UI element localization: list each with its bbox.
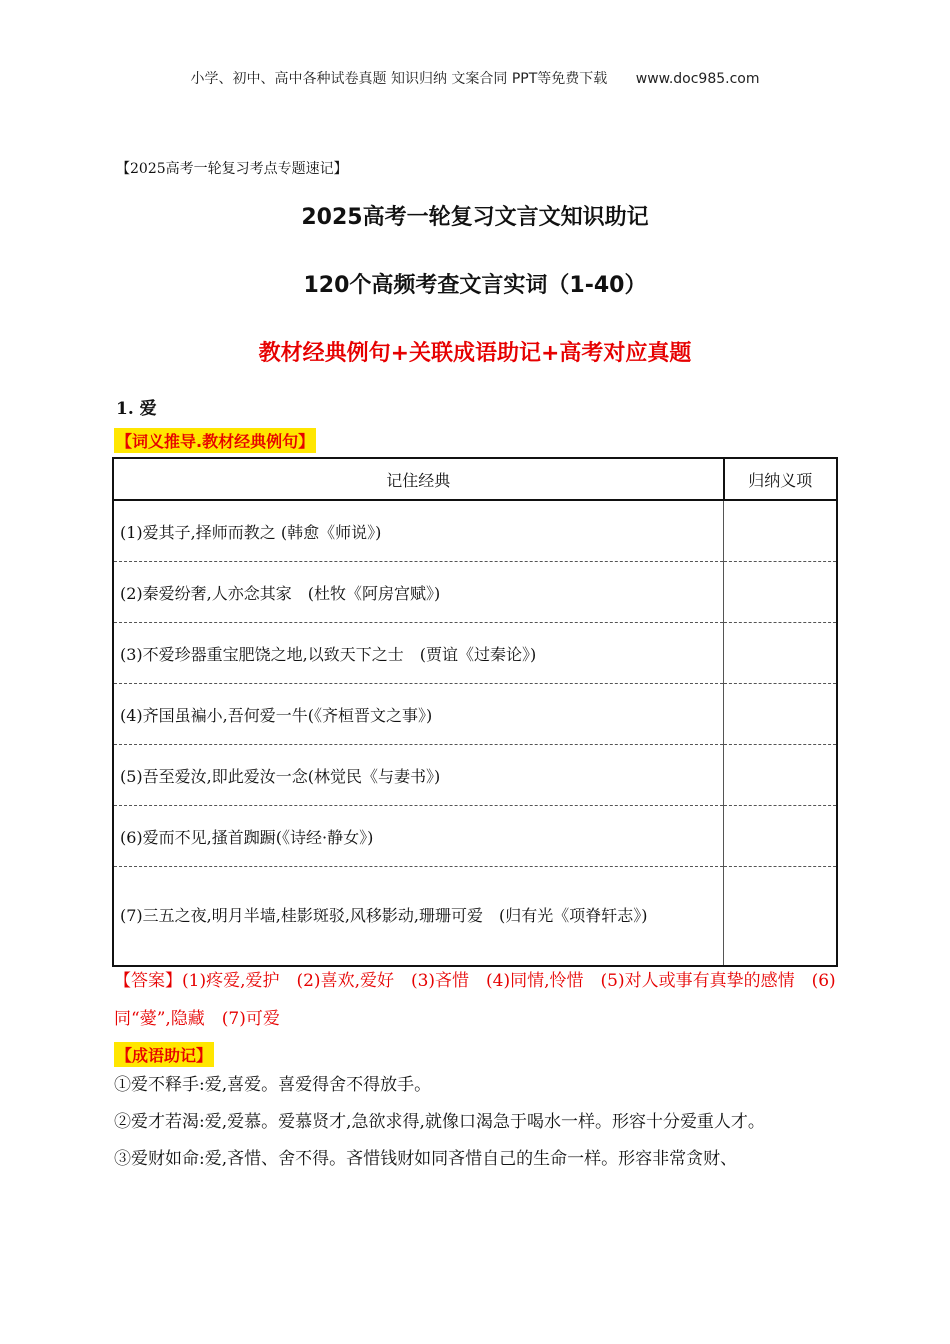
section-heading: 1. 爱 [116, 399, 157, 419]
meaning-cell[interactable] [724, 684, 838, 745]
example-cell: (4)齐国虽褊小,吾何爱一牛(《齐桓晋文之事》) [113, 684, 724, 745]
meaning-cell[interactable] [724, 562, 838, 623]
example-cell: (2)秦爱纷奢,人亦念其家 (杜牧《阿房宫赋》) [113, 562, 724, 623]
table-row [113, 500, 837, 562]
meaning-cell[interactable] [724, 867, 838, 967]
table-row [113, 562, 837, 623]
meaning-cell[interactable] [724, 623, 838, 684]
meaning-cell[interactable] [724, 500, 838, 562]
list-item: ①爱不释手:爱,喜爱。喜爱得舍不得放手。 [114, 1075, 432, 1095]
header-text: 小学、初中、高中各种试卷真题 知识归纳 文案合同 PPT等免费下载 [190, 71, 608, 87]
table-row [113, 684, 837, 745]
header-site-link[interactable]: www.doc985.com [635, 71, 760, 87]
list-item: ③爱财如命:爱,吝惜、舍不得。吝惜钱财如同吝惜自己的生命一样。形容非常贪财、 [114, 1149, 738, 1169]
example-cell: (6)爱而不见,搔首踟蹰(《诗经·静女》) [113, 806, 724, 867]
page-header [0, 68, 950, 88]
table-header-meanings: 归纳义项 [724, 458, 838, 500]
answer-text: 【答案】(1)疼爱,爱护 (2)喜欢,爱好 (3)吝惜 (4)同情,怜惜 (5)对人或事有真挚的感情 (6)同“薆”,隐藏 (7)可爱 [114, 971, 836, 1029]
example-cell: (5)吾至爱汝,即此爱汝一念(林觉民《与妻书》) [113, 745, 724, 806]
list-item: ②爱才若渴:爱,爱慕。爱慕贤才,急欲求得,就像口渴急于喝水一样。形容十分爱重人才。 [114, 1112, 765, 1132]
table-row [113, 623, 837, 684]
page-title: 2025高考一轮复习文言文知识助记 [301, 205, 649, 230]
topic-tag: 【2025高考一轮复习考点专题速记】 [116, 161, 348, 177]
page-subtitle: 120个高频考查文言实词（1-40） [303, 273, 647, 298]
table-header-row [113, 458, 837, 500]
table-row [113, 745, 837, 806]
label-meaning: 【词义推导.教材经典例句】 [114, 428, 316, 453]
page-subtitle-red: 教材经典例句+关联成语助记+高考对应真题 [258, 341, 692, 366]
label-idiom: 【成语助记】 [114, 1042, 214, 1067]
table-header-examples: 记住经典 [113, 458, 724, 500]
table-row [113, 867, 837, 967]
meaning-cell[interactable] [724, 806, 838, 867]
idiom-list [114, 1067, 838, 1178]
example-cell: (7)三五之夜,明月半墙,桂影斑驳,风移影动,珊珊可爱 (归有光《项脊轩志》) [120, 906, 648, 925]
example-cell: (1)爱其子,择师而教之 (韩愈《师说》) [113, 500, 724, 562]
examples-table [112, 457, 838, 967]
table-row [113, 806, 837, 867]
example-cell: (3)不爱珍器重宝肥饶之地,以致天下之士 (贾谊《过秦论》) [113, 623, 724, 684]
meaning-cell[interactable] [724, 745, 838, 806]
